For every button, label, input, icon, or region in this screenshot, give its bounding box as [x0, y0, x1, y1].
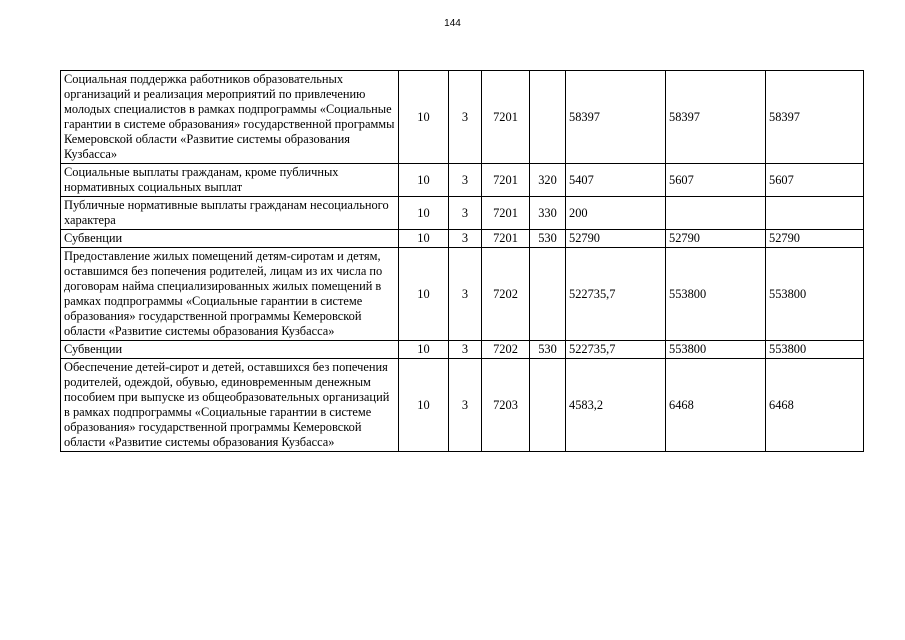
- row-section: 10: [399, 341, 449, 359]
- row-value-3: 6468: [766, 359, 864, 452]
- row-value-3: 58397: [766, 71, 864, 164]
- table-row: [61, 164, 864, 197]
- row-name: Предоставление жилых помещений детям-сиротам и детям, оставшимся без попечения родителей, лицам из их числа по договорам найма специализированных жилых помещений в рамках подпрограммы «Социальные гарантии в системе образования» государственной программы Кемеровской области «Развитие системы образования Кузбасса»: [61, 248, 399, 341]
- row-value-1: 52790: [566, 230, 666, 248]
- row-expense-type: 320: [530, 164, 566, 197]
- row-value-2: 58397: [666, 71, 766, 164]
- row-value-2: 553800: [666, 248, 766, 341]
- row-target-article: 7201: [482, 71, 530, 164]
- row-subsection: 3: [449, 71, 482, 164]
- table-row: [61, 197, 864, 230]
- row-value-3: 5607: [766, 164, 864, 197]
- row-subsection: 3: [449, 341, 482, 359]
- row-name: Социальная поддержка работников образовательных организаций и реализация мероприятий по привлечению молодых специалистов в рамках подпрограммы «Социальные гарантии в системе образования» государственной программы Кемеровской области «Развитие системы образования Кузбасса»: [61, 71, 399, 164]
- row-subsection: 3: [449, 197, 482, 230]
- row-value-1: 4583,2: [566, 359, 666, 452]
- table-row: [61, 248, 864, 341]
- row-value-2: 5607: [666, 164, 766, 197]
- row-subsection: 3: [449, 359, 482, 452]
- row-expense-type: [530, 359, 566, 452]
- row-name: Социальные выплаты гражданам, кроме публичных нормативных социальных выплат: [61, 164, 399, 197]
- row-expense-type: 330: [530, 197, 566, 230]
- row-section: 10: [399, 197, 449, 230]
- row-value-3: 553800: [766, 248, 864, 341]
- row-value-1: 58397: [566, 71, 666, 164]
- row-value-1: 5407: [566, 164, 666, 197]
- row-value-2: 52790: [666, 230, 766, 248]
- table-row: [61, 341, 864, 359]
- row-value-3: 52790: [766, 230, 864, 248]
- row-target-article: 7201: [482, 164, 530, 197]
- row-value-2: [666, 197, 766, 230]
- row-section: 10: [399, 230, 449, 248]
- row-value-1: 522735,7: [566, 341, 666, 359]
- row-subsection: 3: [449, 164, 482, 197]
- row-target-article: 7201: [482, 197, 530, 230]
- row-value-1: 200: [566, 197, 666, 230]
- row-name: Обеспечение детей-сирот и детей, оставшихся без попечения родителей, одеждой, обувью, единовременным денежным пособием при выпуске из общеобразовательных организаций в рамках подпрограммы «Социальные гарантии в системе образования» государственной программы Кемеровской области «Развитие системы образования Кузбасса»: [61, 359, 399, 452]
- row-subsection: 3: [449, 230, 482, 248]
- row-value-3: 553800: [766, 341, 864, 359]
- row-name: Субвенции: [61, 341, 399, 359]
- row-value-2: 553800: [666, 341, 766, 359]
- row-name: Публичные нормативные выплаты гражданам несоциального характера: [61, 197, 399, 230]
- row-name: Субвенции: [61, 230, 399, 248]
- table-row: [61, 71, 864, 164]
- row-expense-type: [530, 248, 566, 341]
- table-row: [61, 359, 864, 452]
- row-expense-type: [530, 71, 566, 164]
- row-subsection: 3: [449, 248, 482, 341]
- budget-table: [60, 70, 864, 452]
- row-value-2: 6468: [666, 359, 766, 452]
- row-target-article: 7203: [482, 359, 530, 452]
- row-section: 10: [399, 248, 449, 341]
- row-value-3: [766, 197, 864, 230]
- row-expense-type: 530: [530, 230, 566, 248]
- row-section: 10: [399, 71, 449, 164]
- page-number: 144: [444, 18, 461, 29]
- row-section: 10: [399, 359, 449, 452]
- row-section: 10: [399, 164, 449, 197]
- row-expense-type: 530: [530, 341, 566, 359]
- row-target-article: 7202: [482, 341, 530, 359]
- row-target-article: 7202: [482, 248, 530, 341]
- row-value-1: 522735,7: [566, 248, 666, 341]
- row-target-article: 7201: [482, 230, 530, 248]
- table-row: [61, 230, 864, 248]
